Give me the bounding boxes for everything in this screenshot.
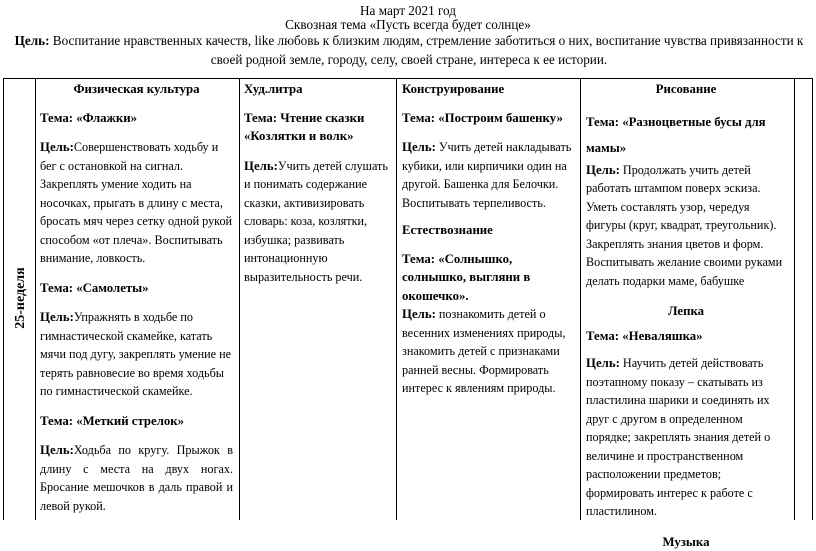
goal-label: Цель: xyxy=(586,356,620,370)
goal-label: Цель: xyxy=(244,159,278,173)
document-theme: Сквозная тема «Пусть всегда будет солнце» xyxy=(0,16,816,34)
lesson-theme: Тема: «Построим башенку» xyxy=(402,109,574,128)
lesson-theme xyxy=(402,250,574,306)
lesson-goal xyxy=(40,308,233,401)
lesson-goal xyxy=(402,305,574,398)
lesson-goal xyxy=(40,441,233,515)
column-construction xyxy=(402,80,574,398)
table-border xyxy=(794,78,795,520)
goal-label: Цель: xyxy=(40,310,74,324)
lesson-goal xyxy=(402,138,574,212)
document-date: На март 2021 год xyxy=(0,2,816,20)
column-drawing xyxy=(586,80,786,551)
table-border xyxy=(396,78,397,520)
week-label: 25-неделя xyxy=(13,263,29,333)
lesson-theme: Тема: «Самолеты» xyxy=(40,279,233,298)
lesson-goal xyxy=(586,354,786,521)
lesson-theme: Тема: «Флажки» xyxy=(40,109,233,128)
table-border xyxy=(812,78,813,520)
goal-text: Упражнять в ходьбе по гимнастической скамейке, катать мячи под дугу, закреплять умение не терять равновесие во время ходьбы по гимнастической скамейке. xyxy=(40,310,231,398)
goal-text: Совершенствовать ходьбу и бег с остановкой на сигнал. Закреплять умение ходить на носочках, прыгать в длину с места, бросать мяч через сетку одной рукой способом «от плеча». Воспитывать внимание, ловкость. xyxy=(40,140,232,265)
theme-text: : «Солнышко, солнышко, выгляни в окошечко». xyxy=(402,252,530,303)
goal-label: Цель: xyxy=(586,163,620,177)
table-border xyxy=(239,78,240,520)
goal-label: Цель: xyxy=(402,307,436,321)
table-top-border xyxy=(3,78,812,79)
goal-text: Учить детей слушать и понимать содержание сказки, активизировать словарь: коза, козлятки, избушка; развивать интонационную выразительность речи. xyxy=(244,159,388,284)
goal-text: Учить детей накладывать кубики, или кирпичики один на другой. Башенка для Белочки. Воспитывать терпеливость. xyxy=(402,140,571,210)
theme-label: Тема xyxy=(402,252,431,266)
subject-title: Музыка xyxy=(586,533,786,551)
goal-text: Продолжать учить детей работать штампом поверх эскиза. Уметь составлять узор, чередуя фигуры (круг, квадрат, треугольник). Закреплять знания цветов и форм. Воспитывать желание своими руками делать подарки маме, бабушке xyxy=(586,163,782,288)
goal-text: Воспитание нравственных качеств, like любовь к близким людям, стремление заботиться о них, воспитание чувства привязанности к своей родной земле, городу, селу, своей стране, интереса к ее истории. xyxy=(50,33,804,67)
lesson-goal xyxy=(244,157,390,287)
column-title: Конструирование xyxy=(402,80,574,99)
column-title: Рисование xyxy=(586,80,786,99)
lesson-goal xyxy=(586,161,786,291)
goal-text: Научить детей действовать поэтапному показу – скатывать из пластилина шарики и соединять их друг с другом в определенном порядке; закреплять знания детей о величине и пространственном расположении предметов; формировать интерес к работе с пластилином. xyxy=(586,356,770,518)
column-literature xyxy=(244,80,390,286)
column-title: Физическая культура xyxy=(40,80,233,99)
lesson-theme: Тема: «Разноцветные бусы для мамы» xyxy=(586,109,786,161)
lesson-theme: Тема: «Меткий стрелок» xyxy=(40,412,233,431)
goal-label: Цель: xyxy=(40,443,74,457)
lesson-goal xyxy=(40,138,233,268)
subject-title: Лепка xyxy=(586,302,786,321)
goal-label: Цель: xyxy=(40,140,74,154)
table-border xyxy=(35,78,36,520)
goal-text: познакомить детей о весенних изменениях природы, знакомить детей с признаками ранней весны. Формировать интерес к явлениям природы. xyxy=(402,307,566,395)
column-physical-culture xyxy=(40,80,233,515)
table-border xyxy=(580,78,581,520)
table-border xyxy=(3,78,4,520)
goal-label: Цель: xyxy=(15,33,50,48)
goal-text: Ходьба по кругу. Прыжок в длину с места на двух ногах. Бросание мешочков в даль правой и левой рукой. xyxy=(40,443,233,513)
lesson-theme: Тема: Чтение сказки «Козлятки и волк» xyxy=(244,109,390,146)
subject-title: Естествознание xyxy=(402,221,574,240)
column-title: Худ.литра xyxy=(244,80,390,99)
goal-label: Цель: xyxy=(402,140,436,154)
lesson-theme: Тема: «Неваляшка» xyxy=(586,327,786,346)
